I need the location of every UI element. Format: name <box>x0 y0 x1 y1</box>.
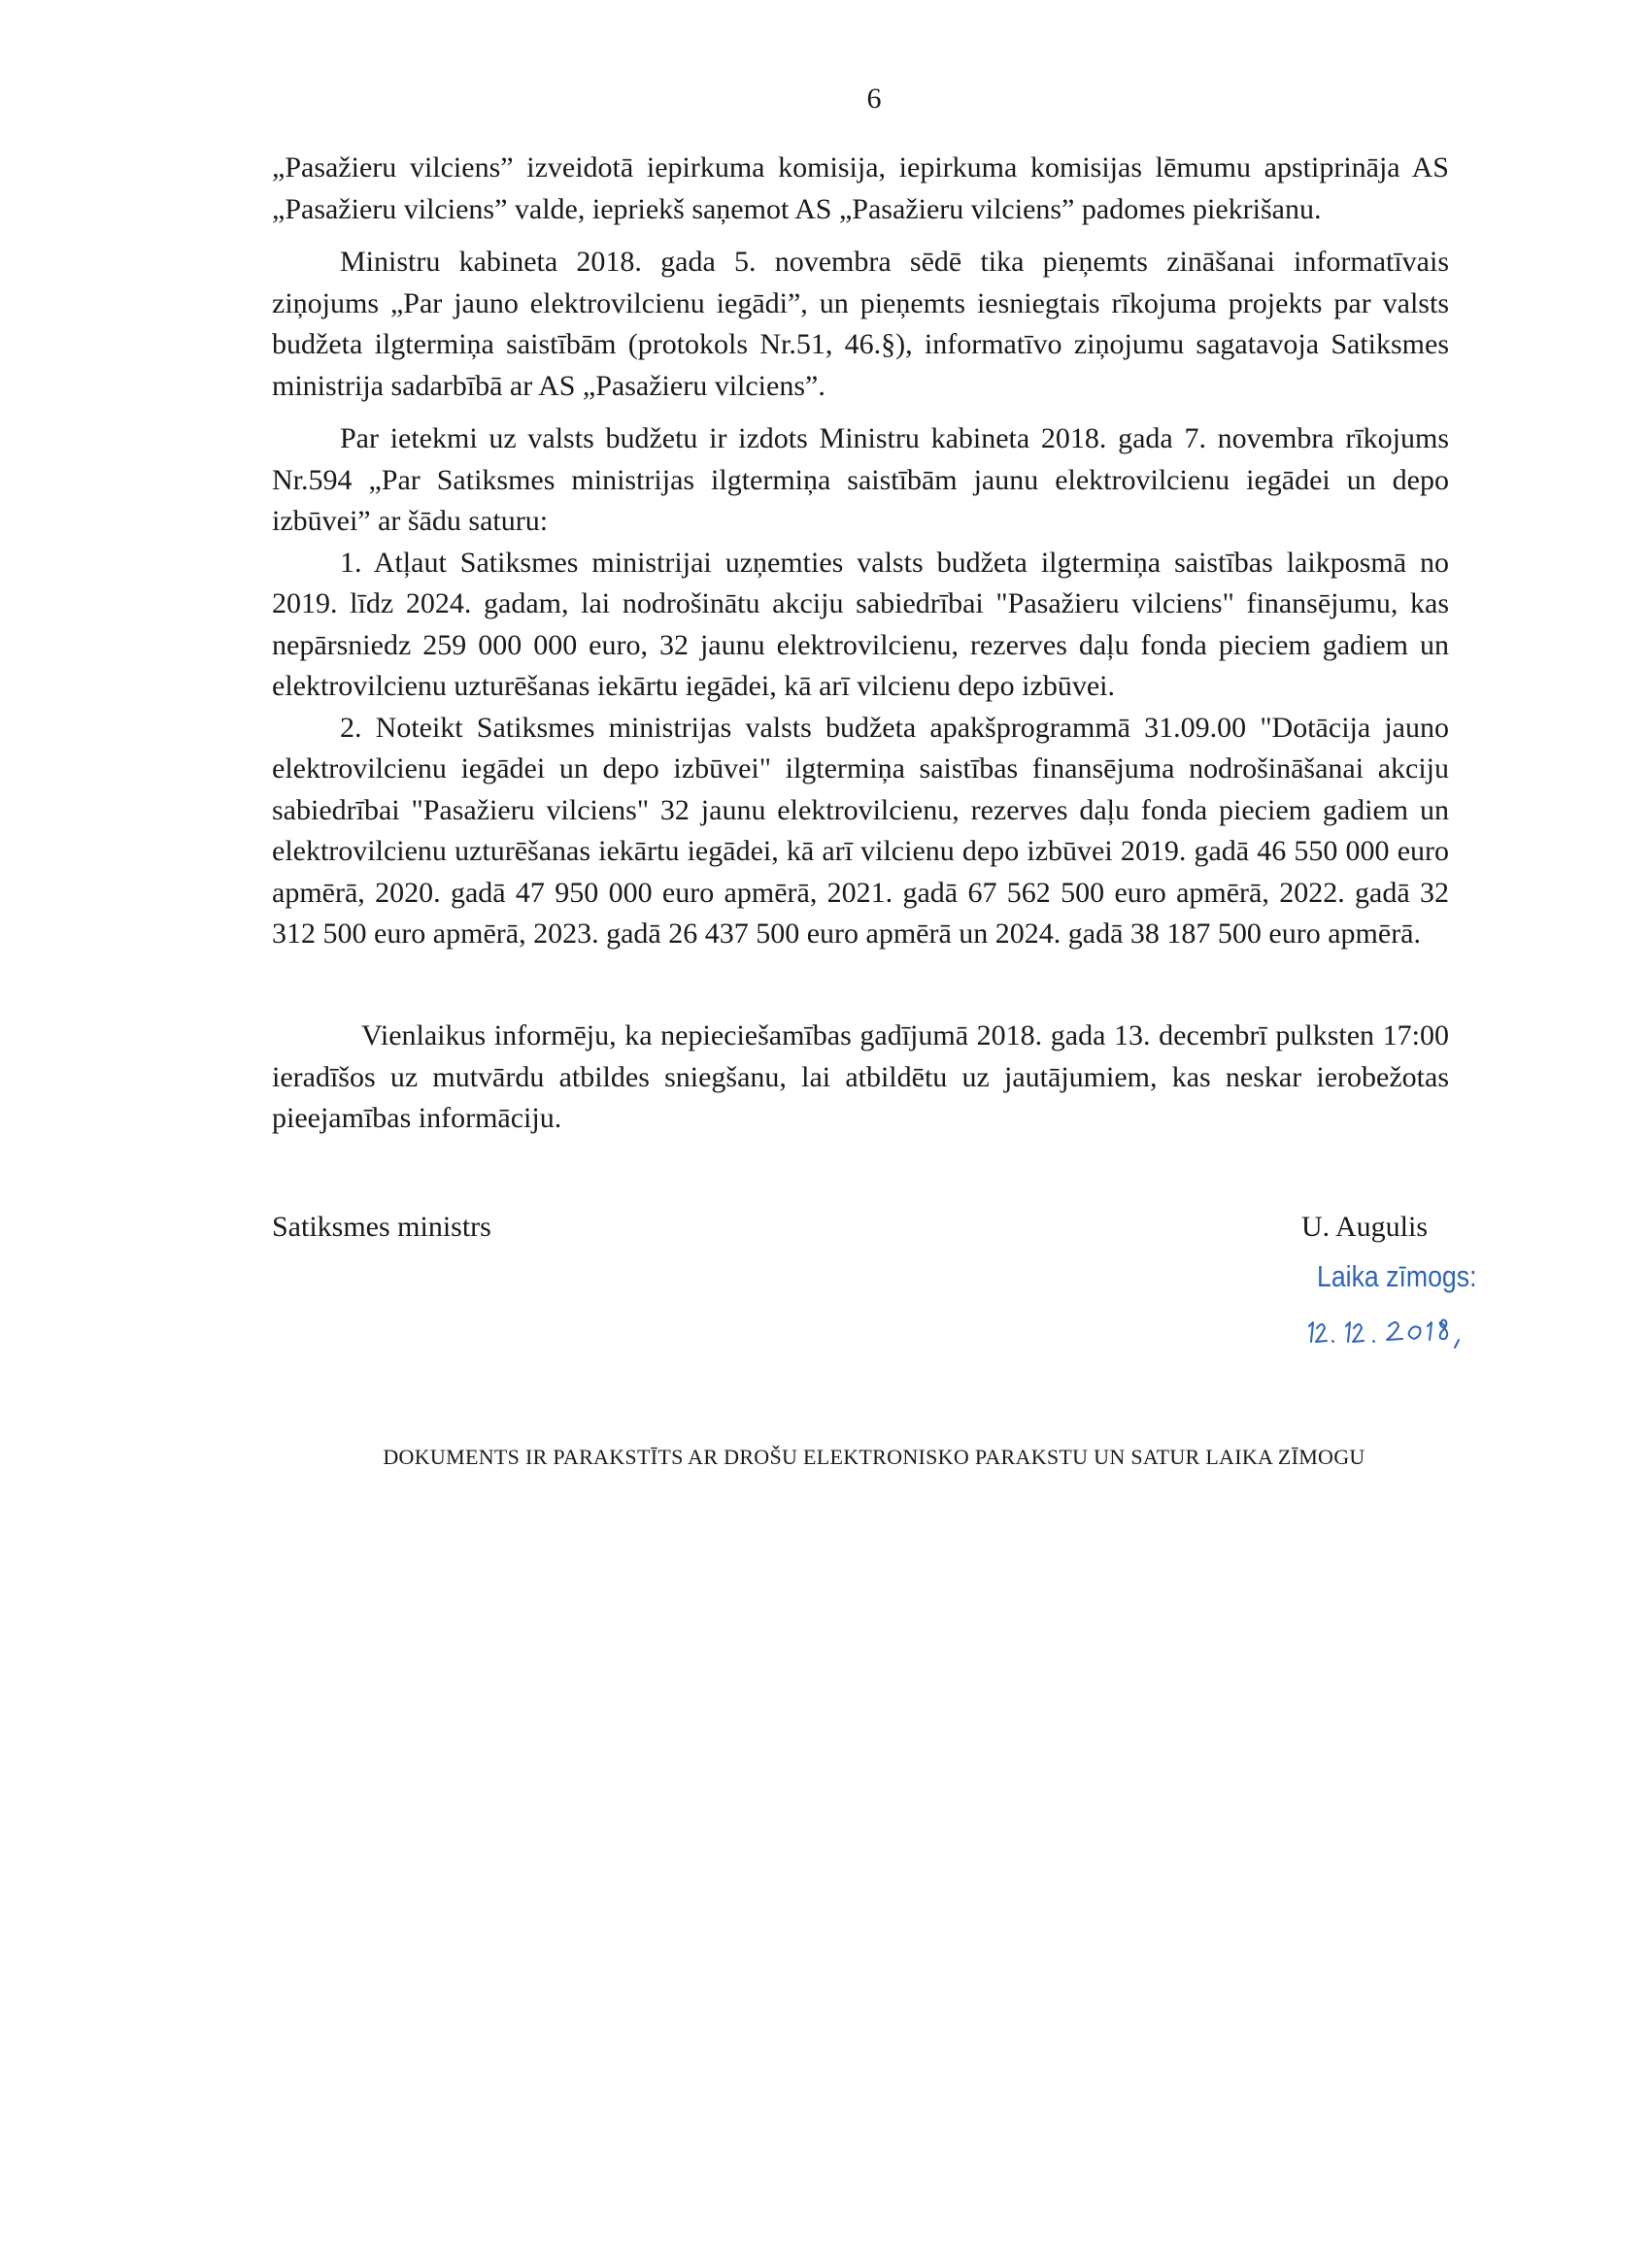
list-item-2: 2. Noteikt Satiksmes ministrijas valsts budžeta apakšprogrammā 31.09.00 "Dotācija jauno elektrovilcienu iegādei un depo izbūvei" ilgtermiņa saistības finansējuma nodrošināšanai akciju sabiedrībai "Pasažieru vilciens" 32 jaunu elektrovilcienu, rezerves daļu fonda pieciem gadiem un elektrovilcienu uzturēšanas iekārtu iegādei, kā arī vilcienu depo izbūvei 2019. gadā 46 550 000 euro apmērā, 2020. gadā 47 950 000 euro apmērā, 2021. gadā 67 562 500 euro apmērā, 2022. gadā 32 312 500 euro apmērā, 2023. gadā 26 437 500 euro apmērā un 2024. gadā 38 187 500 euro apmērā. <box>272 711 1449 950</box>
electronic-signature-notice: DOKUMENTS IR PARAKSTĪTS AR DROŠU ELEKTRONISKO PARAKSTU UN SATUR LAIKA ZĪMOGU <box>383 1445 1365 1469</box>
paragraph-commission: „Pasažieru vilciens” izveidotā iepirkuma komisija, iepirkuma komisijas lēmumu apstiprināja AS „Pasažieru vilciens” valde, iepriekš saņemot AS „Pasažieru vilciens” padomes piekrišanu. <box>272 151 1449 225</box>
timestamp-label: Laika zīmogs: <box>1317 1259 1477 1293</box>
signatory-title: Satiksmes ministrs <box>272 1211 491 1243</box>
closing-paragraph: Vienlaikus informēju, ka nepieciešamības gadījumā 2018. gada 13. decembrī pulksten 17:00 ieradīšos uz mutvārdu atbildes sniegšanu, lai atbildētu uz jautājumiem, kas neskar ierobežotas pieejamības informāciju. <box>272 1019 1449 1134</box>
document-body <box>272 148 1449 955</box>
list-item-1: 1. Atļaut Satiksmes ministrijai uzņemties valsts budžeta ilgtermiņa saistības laikposmā no 2019. līdz 2024. gadam, lai nodrošinātu akciju sabiedrībai "Pasažieru vilciens" finansējumu, kas nepārsniedz 259 000 000 euro, 32 jaunu elektrovilcienu, rezerves daļu fonda pieciem gadiem un elektrovilcienu uzturēšanas iekārtu iegādei, kā arī vilcienu depo izbūvei. <box>272 546 1449 702</box>
handwritten-timestamp-date <box>1299 1297 1513 1355</box>
page-number: 6 <box>866 83 882 115</box>
signatory-name: U. Augulis <box>1301 1211 1429 1243</box>
paragraph-cabinet-meeting: Ministru kabineta 2018. gada 5. novembra sēdē tika pieņemts zināšanai informatīvais ziņojums „Par jauno elektrovilcienu iegādi”, un pieņemts iesniegtais rīkojuma projekts par valsts budžeta ilgtermiņa saistībām (protokols Nr.51, 46.§), informatīvo ziņojumu sagatavoja Satiksmes ministrija sadarbībā ar AS „Pasažieru vilciens”. <box>272 246 1449 402</box>
paragraph-budget-impact: Par ietekmi uz valsts budžetu ir izdots Ministru kabineta 2018. gada 7. novembra rīkojums Nr.594 „Par Satiksmes ministrijas ilgtermiņa saistībām jaunu elektrovilcienu iegādei un depo izbūvei” ar šādu saturu: <box>272 422 1449 537</box>
